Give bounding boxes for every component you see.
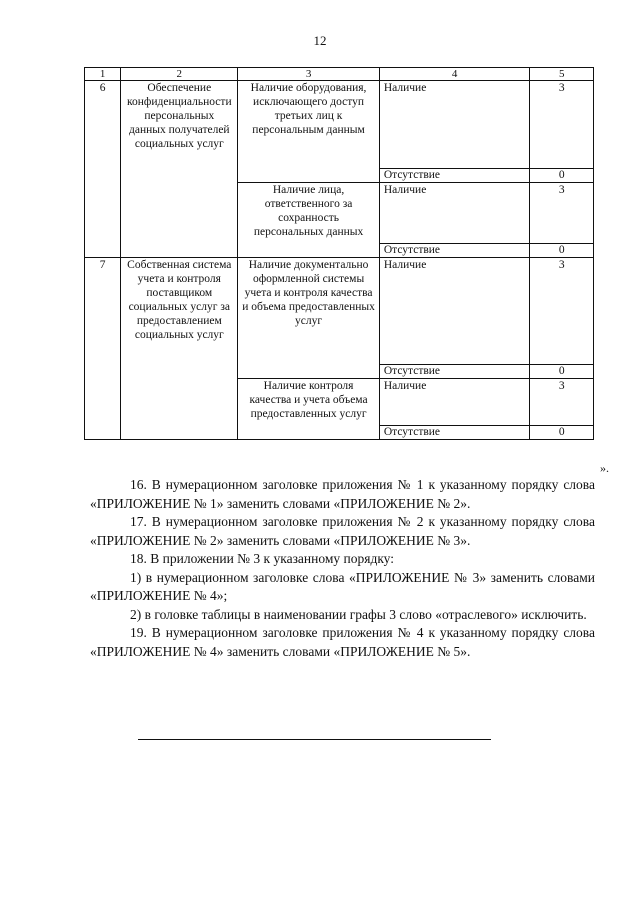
criteria-table <box>84 67 594 440</box>
indicator-cell: Наличие контроля качества и учета объема предоставленных услуг <box>238 379 380 440</box>
score-present-cell: 3 <box>530 258 594 365</box>
header-col-2: 2 <box>121 68 238 81</box>
criterion-cell: Собственная система учета и контроля поставщиком социальных услуг за предоставлением социальных услуг <box>121 258 238 440</box>
paragraph-18: 18. В приложении № 3 к указанному порядку: <box>130 551 395 566</box>
value-absent-cell: Отсутствие <box>379 426 530 440</box>
criterion-cell: Обеспечение конфиденциальности персональных данных получателей социальных услуг <box>121 81 238 258</box>
score-absent-cell: 0 <box>530 365 594 379</box>
value-absent-cell: Отсутствие <box>379 244 530 258</box>
value-present-cell: Наличие <box>379 258 530 365</box>
end-divider-line <box>138 739 491 740</box>
table-closing-quote: ». <box>600 461 609 475</box>
paragraph-18-item-1: 1) в нумерационном заголовке слова «ПРИЛОЖЕНИЕ № 3» заменить словами «ПРИЛОЖЕНИЕ № 4»; <box>90 569 595 603</box>
value-absent-cell: Отсутствие <box>379 169 530 183</box>
header-col-5: 5 <box>530 68 594 81</box>
indicator-cell: Наличие лица, ответственного за сохранность персональных данных <box>238 183 380 258</box>
table-row <box>85 258 594 365</box>
indicator-cell: Наличие документально оформленной системы учета и контроля качества и объема предоставленных услуг <box>238 258 380 379</box>
value-present-cell: Наличие <box>379 183 530 244</box>
score-present-cell: 3 <box>530 379 594 426</box>
value-present-cell: Наличие <box>379 379 530 426</box>
header-col-4: 4 <box>379 68 530 81</box>
value-absent-cell: Отсутствие <box>379 365 530 379</box>
page-number: 12 <box>313 33 327 48</box>
score-absent-cell: 0 <box>530 169 594 183</box>
amendment-text <box>90 476 595 661</box>
paragraph-19: 19. В нумерационном заголовке приложения № 4 к указанному порядку слова «ПРИЛОЖЕНИЕ № 4» заменить словами «ПРИЛОЖЕНИЕ № 5». <box>90 625 595 659</box>
header-col-3: 3 <box>238 68 380 81</box>
header-col-1: 1 <box>85 68 121 81</box>
row-number: 6 <box>85 81 121 258</box>
indicator-cell: Наличие оборудования, исключающего доступ третьих лиц к персональным данным <box>238 81 380 183</box>
paragraph-18-item-2: 2) в головке таблицы в наименовании графы 3 слово «отраслевого» исключить. <box>130 606 587 622</box>
table-header-row <box>85 68 594 81</box>
score-present-cell: 3 <box>530 81 594 169</box>
score-absent-cell: 0 <box>530 244 594 258</box>
paragraph-16: 16. В нумерационном заголовке приложения № 1 к указанному порядку слова «ПРИЛОЖЕНИЕ № 1» заменить словами «ПРИЛОЖЕНИЕ № 2». <box>90 477 595 511</box>
score-absent-cell: 0 <box>530 426 594 440</box>
table-row <box>85 81 594 169</box>
paragraph-17: 17. В нумерационном заголовке приложения № 2 к указанному порядку слова «ПРИЛОЖЕНИЕ № 2» заменить словами «ПРИЛОЖЕНИЕ № 3». <box>90 514 595 548</box>
score-present-cell: 3 <box>530 183 594 244</box>
value-present-cell: Наличие <box>379 81 530 169</box>
row-number: 7 <box>85 258 121 440</box>
